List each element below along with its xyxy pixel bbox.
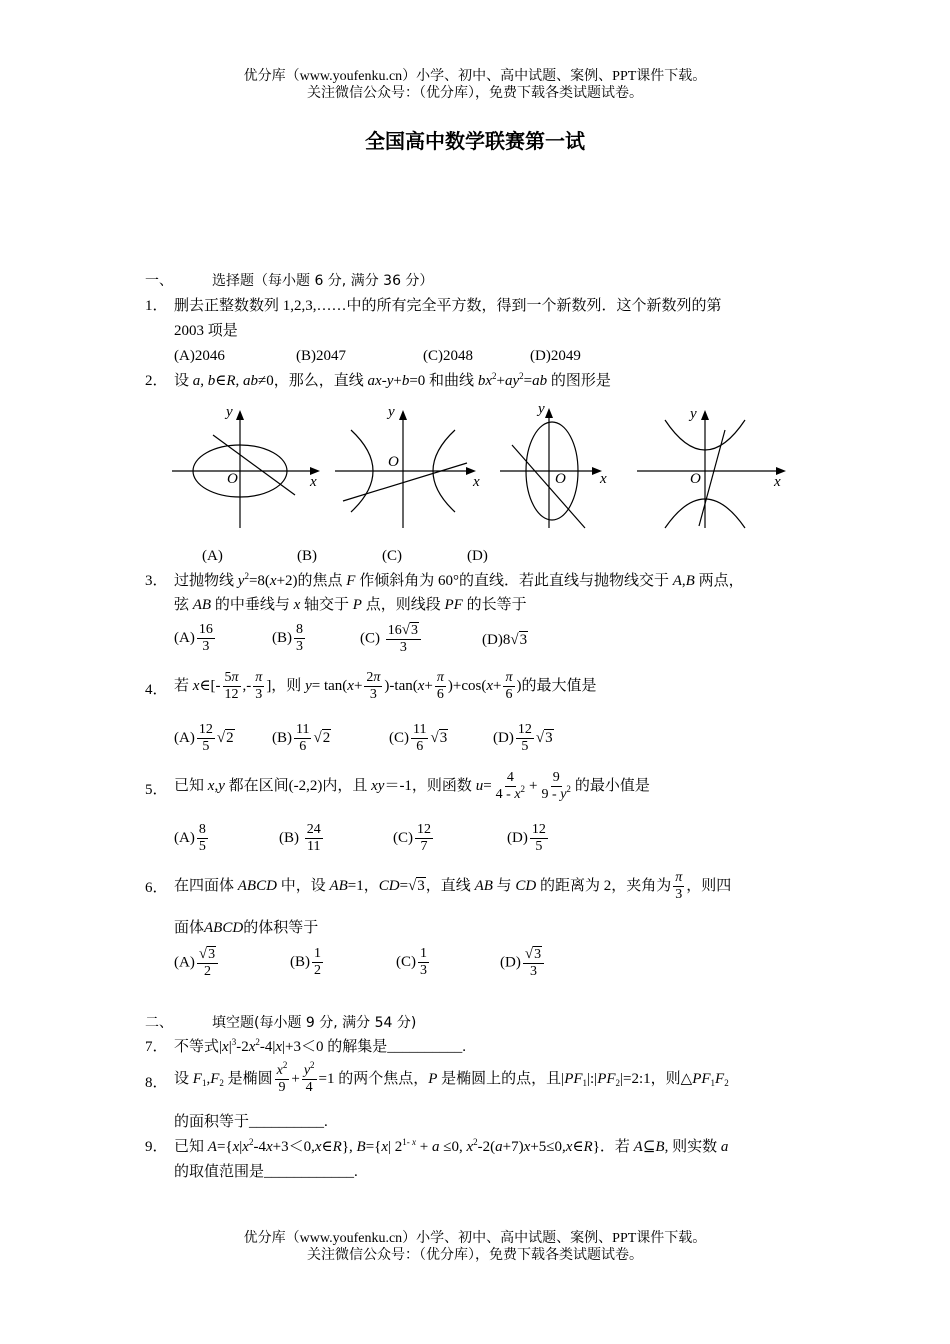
graph-d-line [699, 430, 725, 526]
question-2-label-a: (A) [202, 548, 223, 564]
graph-b-y-label: y [388, 404, 395, 420]
question-2-label-d: (D) [467, 548, 488, 564]
question-8-line-2: 的面积等于__________. [174, 1114, 328, 1130]
header-line-1: 优分库（www.youfenku.cn）小学、初中、高中试题、案例、PPT课件下载。 [243, 69, 707, 84]
question-1-option-c: (C)2048 [423, 348, 473, 364]
question-7-number: 7． [145, 1039, 168, 1055]
graph-b [333, 400, 493, 535]
question-4-option-c: (C) $\frac{11}{6}$ √3 [389, 722, 448, 754]
question-3-line-2: 弦 AB 的中垂线与 x 轴交于 P 点，则线段 PF 的长等于 [174, 597, 527, 613]
section-1-text: 选择题（每小题 6 分, 满分 36 分） [212, 273, 434, 289]
question-6-option-a: (A) $\frac{√3}{2}$ [174, 946, 220, 980]
question-1-line-2: 2003 项是 [174, 323, 238, 339]
section-2-heading [145, 1013, 417, 1033]
question-1-option-a: (A)2046 [174, 348, 225, 364]
footer-line-1: 优分库（www.youfenku.cn）小学、初中、高中试题、案例、PPT课件下载。 [243, 1231, 707, 1246]
question-4-stem: 若 x∈[- $\frac{5\pi}{12}$ ,- $\frac{\pi}{3}$ ]，则 y= tan(x+ $\frac{2\pi}{3}$ )-tan(x+ $\frac{\pi}{6}$ )+cos(x+ $\frac{\pi}{6}$ )的最大值是 [174, 670, 597, 702]
question-5-option-a: (A) $\frac{8}{5}$ [174, 822, 206, 854]
q3-c-fraction: $\frac{16√3}{3}$ [386, 622, 421, 656]
graph-c-origin-label: O [555, 471, 566, 487]
question-3-option-a [174, 622, 217, 655]
footer-line-2: 关注微信公众号：（优分库），免费下载各类试题试卷。 [307, 1248, 643, 1263]
graph-a-x-label: x [310, 474, 317, 490]
question-9-line-2: 的取值范围是____________. [174, 1164, 358, 1180]
graph-d-y-arrow [701, 410, 709, 420]
question-3-line-1: 过抛物线 $y^2=8(x+2)$的焦点 F 作倾斜角为 60°的直线．若此直线与抛物线交于 A,B 两点， [174, 571, 744, 589]
section-1-number: 一、 [145, 273, 173, 289]
question-4-option-d: (D) $\frac{12}{5}$ √3 [493, 722, 553, 754]
question-2-label-c: (C) [382, 548, 402, 564]
section-2-text: 填空题(每小题 9 分, 满分 54 分) [212, 1015, 417, 1031]
question-1-number: 1． [145, 298, 168, 314]
question-3-option-b [272, 622, 307, 655]
header-line-2: 关注微信公众号：（优分库），免费下载各类试题试卷。 [307, 86, 643, 101]
graph-b-x-label: x [473, 474, 480, 490]
question-6-option-d: (D) $\frac{√3}{3}$ [500, 946, 546, 980]
q3-a-label: (A) [174, 629, 195, 646]
section-2-number: 二、 [145, 1015, 173, 1031]
question-1-option-d: (D)2049 [530, 348, 581, 364]
graph-b-line [343, 463, 467, 501]
question-4-option-a: (A) $\frac{12}{5}$ √2 [174, 722, 234, 754]
question-5-stem: 已知 x,y 都在区间(-2,2)内，且 xy＝-1，则函数 u= $\frac{4}{4 - x^2}$ + $\frac{9}{9 - y^2}$ 的最小值是 [174, 770, 650, 802]
graph-a [170, 400, 330, 535]
graph-b-y-arrow [399, 410, 407, 420]
question-5-number: 5． [145, 782, 168, 798]
question-1-option-b: (B)2047 [296, 348, 346, 364]
graph-c-x-label: x [600, 471, 607, 487]
question-3-number: 3． [145, 573, 168, 589]
question-3-option-c: (C) $\frac{16√3}{3}$ [360, 622, 423, 656]
question-8-line-1: 设 $F_1,F_2$ 是椭圆 $\frac{x^2}{9}$ + $\frac{y^2}{4}$ =1 的两个焦点，P 是椭圆上的点，且$|PF_1|:|PF_2|=2:1$，则$\triangle PF_1F_2$ [174, 1060, 729, 1095]
question-2-number: 2． [145, 373, 168, 389]
question-4-option-b: (B) $\frac{11}{6}$ √2 [272, 722, 331, 754]
question-5-option-b: (B) $\frac{24}{11}$ [279, 822, 321, 854]
graph-d [635, 400, 795, 535]
graph-a-y-arrow [236, 410, 244, 420]
question-3-option-d: (D)8√3 [482, 632, 528, 648]
graph-a-origin-label: O [227, 471, 238, 487]
question-6-number: 6． [145, 880, 168, 896]
q3-b-fraction: $\frac{8}{3}$ [296, 622, 303, 654]
q3-a-fraction: $\frac{16}{3}$ [198, 622, 213, 654]
question-6-line-2: 面体ABCD的体积等于 [174, 920, 319, 936]
graph-d-x-label: x [774, 474, 781, 490]
graph-a-y-label: y [226, 404, 233, 420]
q3-b-label: (B) [272, 629, 292, 646]
question-7-stem: 不等式$|x|^3-2x^2-4|x|+3<0$ 的解集是__________. [174, 1037, 467, 1055]
graph-c-y-label: y [538, 401, 545, 417]
question-1-line-1: 删去正整数数列 1,2,3,……中的所有完全平方数，得到一个新数列．这个新数列的第 [174, 298, 722, 314]
graph-d-origin-label: O [690, 471, 701, 487]
page-title: 全国高中数学联赛第一试 [365, 129, 585, 153]
question-2-stem: 设 a, b∈R, ab≠0，那么，直线 ax-y+b=0 和曲线 $bx^2+ay^2=ab$ 的图形是 [174, 371, 611, 389]
graph-b-origin-label: O [388, 454, 399, 470]
section-1-heading [145, 271, 434, 291]
question-4-number: 4． [145, 682, 168, 698]
graph-c [498, 400, 618, 535]
question-6-line-1: 在四面体 ABCD 中，设 AB=1，CD=√3，直线 AB 与 CD 的距离为 2，夹角为 $\frac{\pi}{3}$ ，则四 [174, 870, 732, 902]
graph-c-y-arrow [545, 408, 553, 418]
question-2-label-b: (B) [297, 548, 317, 564]
graph-a-line [213, 435, 295, 495]
question-6-option-b: (B) $\frac{1}{2}$ [290, 946, 321, 978]
question-9-number: 9． [145, 1139, 168, 1155]
question-5-option-c: (C) $\frac{12}{7}$ [393, 822, 431, 854]
question-6-option-c: (C) $\frac{1}{3}$ [396, 946, 427, 978]
graph-d-y-label: y [690, 406, 697, 422]
question-9-line-1: 已知 $A=\{x|x^2-4x+3<0,x\in R\}$, B={x| $2^{1- x} + a \le 0$, $x^2-2(a+7)x+5\le 0,x\in R$}．若 A⊆B, 则实数 a [174, 1137, 729, 1155]
question-8-number: 8． [145, 1075, 168, 1091]
question-5-option-d: (D) $\frac{12}{5}$ [507, 822, 546, 854]
